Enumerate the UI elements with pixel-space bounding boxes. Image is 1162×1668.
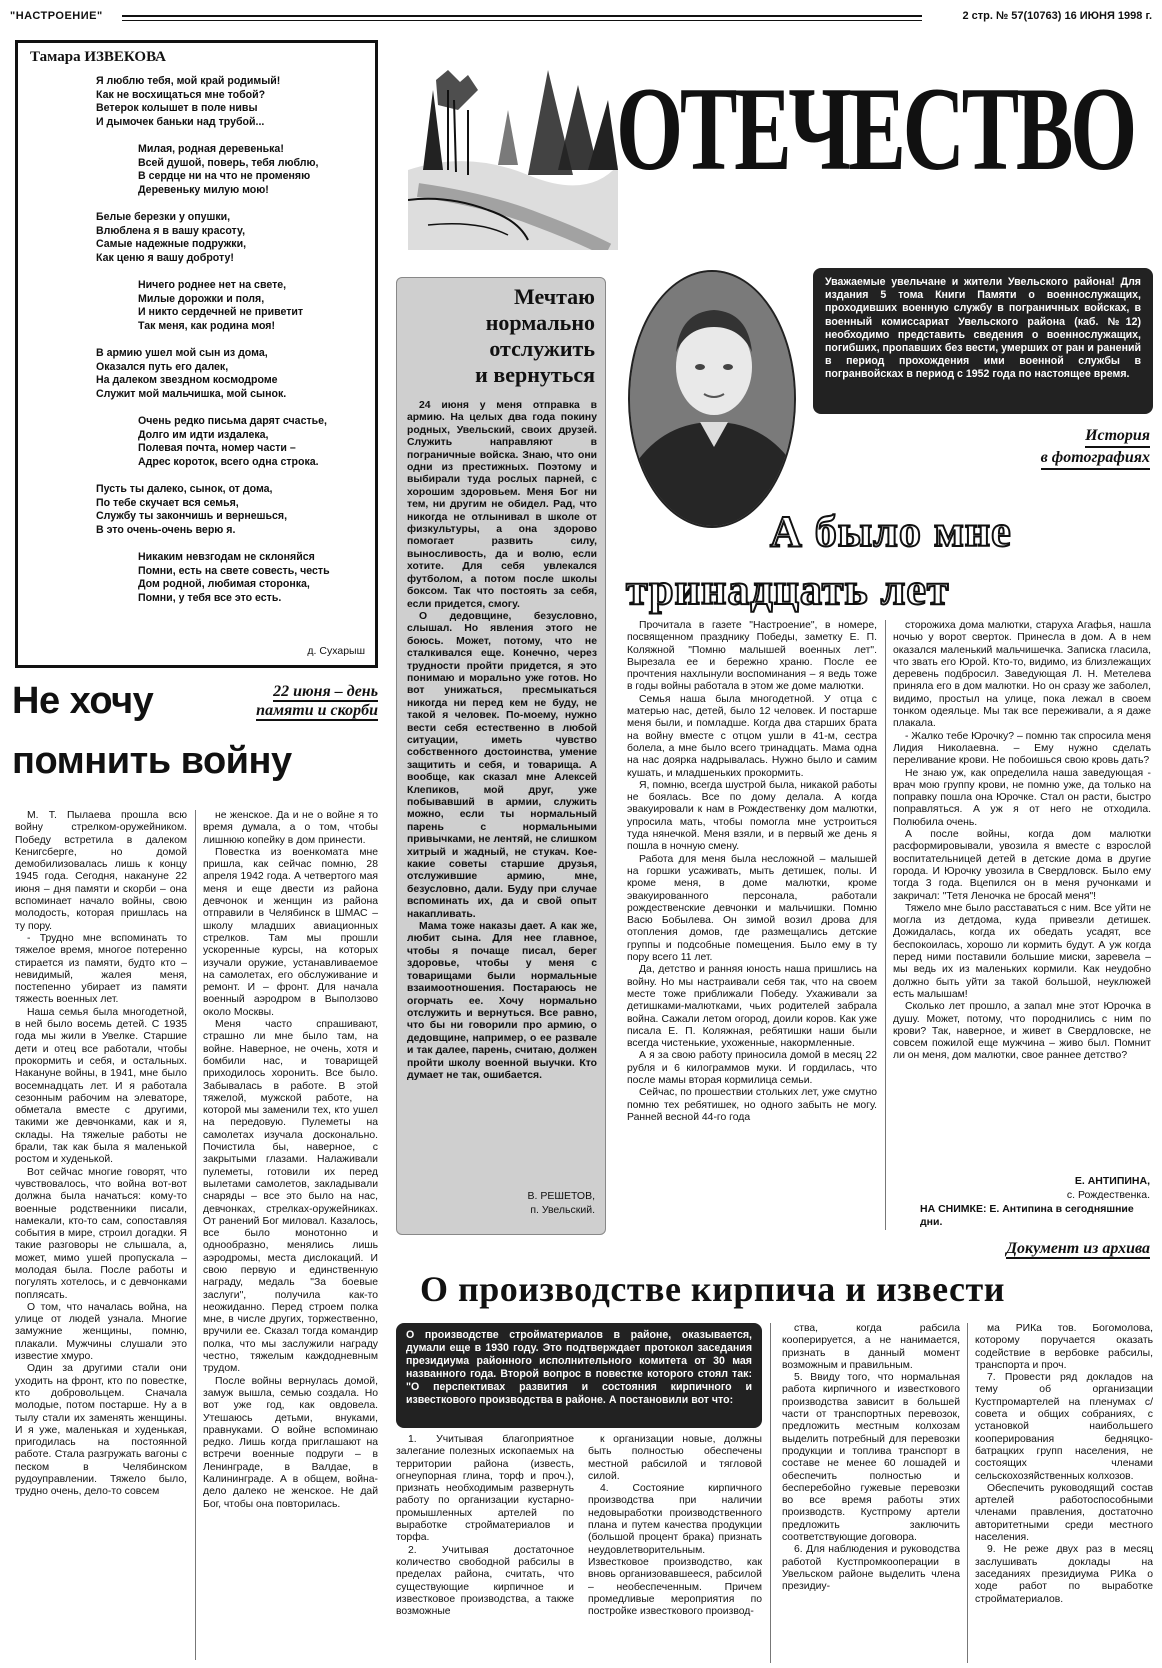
poem-line: Долго им идти издалека,	[138, 428, 269, 441]
brick-article-lead: О производстве стройматериалов в районе, оказывается, думали еще в 1930 году. Это подтверждает протокол заседания президиума районного исполнительного комитета от 30 мая названного года. Второй вопрос в повестке которого стоял так: "О перспективах развития и состояния кирпичного и известкового производства в районе. А постановили вот что:	[396, 1323, 762, 1428]
memoir-kicker	[1041, 426, 1150, 470]
paragraph: 2. Учитывая достаточное количество свободной рабсилы в пределах района, считать, что существующие кирпичное и известковое производства, а также возможные	[396, 1544, 574, 1618]
poem-line: Всей душой, поверь, тебя люблю,	[138, 156, 319, 169]
poem-line: Самые надежные подружки,	[96, 238, 247, 250]
poem-line: На далеком звездном космодроме	[96, 374, 278, 386]
column-divider	[770, 1323, 771, 1663]
column-divider	[195, 810, 196, 1660]
brick-article-column	[975, 1323, 1153, 1663]
paragraph: Сейчас, по прошествии стольких лет, уже смутно помню тех ребятишек, но одного забыть не могу. Ранней весной 44-го года	[627, 1087, 877, 1123]
paragraph: сторожиха дома малютки, старуха Агафья, нашла ночью у ворот сверток. Принесла в дом. А в нем оказался маленький мальчишечка. Записка гласила, что звать его Юрой. Кто-то, видимо, из близлежащих деревень подбросил. Заведующая Л. Н. Метелева приняла его в дом малютки. Но он сразу же заболел, видимо, простыл на улице, пока лежал в своем тонком одеяльце. Мы так все переживали, а я даже плакала.	[893, 620, 1151, 730]
poem-line: В это очень-очень верю я.	[96, 523, 236, 536]
memoir-kicker-line1: История	[1085, 426, 1150, 448]
poem-author: Тамара ИЗВЕКОВА	[30, 49, 166, 65]
poem-line: Служит мой мальчишка, мой сынок.	[96, 387, 287, 400]
paragraph: Вот сейчас многие говорят, что чувствовалось, что война вот-вот должна была начаться: кому-то военные родственники писали, намекали, кто-то сам, сопоставляя события в мире, строил догадки. Я такие разговоры не слышала, а, может, мимо ушей пропускала – молодая была. После работы и погулять хотелось, и с девчонками поплясать.	[15, 1166, 187, 1301]
paragraph: Семья наша была многодетной. У отца с матерью нас, детей, было 12 человек. И постарше меня были, и помладше. Когда два старших брата на войну вместе с отцом ушли в 41-м, сестра болела, а мне было всего тринадцать. Мама одна на нас доярка надрывалась. Нужно было и самим кушать, и младшеньких прокормить.	[627, 693, 877, 779]
section-masthead-title: ОТЕЧЕСТВО	[616, 63, 1134, 196]
memory-book-notice	[813, 268, 1153, 414]
paragraph: Работа для меня была несложной – малышей на горшки усаживать, мыть детишек, полы. И кроме меня, в доме малютки, кроме эвакуированного персонала, работали рождественские девчонки и мальчишки. Помню Васю Бобылева. Он зимой возил дрова для отопления домов, где размещались детские группы и подсобные помещения. Было ему в ту пору всего 11 лет.	[627, 853, 877, 964]
poem-line: Дом родной, любимая сторонка,	[138, 578, 310, 590]
paragraph: 6. Для наблюдения и руководства работой Кустпромкооперации в Увельском районе выделить члена президиу-	[782, 1544, 960, 1593]
poem-line: Помни, есть на свете совесть, честь	[138, 564, 330, 577]
paragraph: Наша семья была многодетной, в ней было восемь детей. С 1935 года мы жили в Увелке. Старшие дети и отец все работали, чтобы прокормить и себя, и остальных. Накануне войны, в 1941, мне было восемнадцать лет. И я работала сезонным рабочим на элеваторе, обметала вместе с другими, такими же девчонками, как и я, склады. На тяжелые работы не брали, так как была я маленькой ростом и худенькой.	[15, 1006, 187, 1166]
poem-body	[18, 75, 375, 619]
memoir-title-line2: тринадцать лет	[626, 565, 950, 614]
column-divider	[967, 1323, 968, 1663]
poem-line: Я люблю тебя, мой край родимый!	[96, 75, 281, 87]
paragraph: О том, что началась война, на улице от людей узнала. Многие замужние женщины, помню, плакали. Мужчины слушали это известие хмуро.	[15, 1301, 187, 1363]
paragraph: 5. Ввиду того, что нормальная работа кирпичного и известкового производства зависит в большей части от транспортных перевозок, предложить местным колхозам выделить потребный для перевозки продукции и топлива транспорт в составе не менее 60 лошадей и обеспечить полностью и бесперебойно гужевые перевозки во все время работы этих производств. Кустпрому артели предложить заключить соответствующие договора.	[782, 1372, 960, 1544]
poem-stanza	[18, 347, 375, 401]
paragraph: ма РИКа тов. Богомолова, которому поручается оказать содействие в вербовке рабсилы, транспорта и проч.	[975, 1323, 1153, 1371]
paragraph: Один за другими стали они уходить на фронт, кто по повестке, кто добровольцем. Сначала молодые, потом постарше. Ну а в тылу стали их заменять женщины. И я уже, маленькая и худенькая, пригодилась на постоянной работе. Стала разгружать вагоны с песком в Челябинском рудоуправлении. Тяжело было, трудно очень, дело-то совсем	[15, 1363, 187, 1498]
paper-name: "НАСТРОЕНИЕ"	[10, 10, 103, 22]
title-word: отслужить	[489, 336, 595, 361]
poem-line: Милая, родная деревенька!	[138, 143, 284, 155]
soldier-letter-box	[396, 277, 606, 1235]
poem-line: В сердце ни на что не променяю	[138, 170, 311, 182]
archive-kicker-text: Документ из архива	[1006, 1240, 1150, 1257]
memoir-column	[627, 620, 877, 1230]
poem-line: Деревеньку милую мою!	[138, 183, 269, 196]
poem-line: Полевая почта, номер части –	[138, 442, 296, 454]
memoir-column	[893, 620, 1151, 1170]
poem-line: Ветерок колышет в поле нивы	[96, 102, 258, 114]
kicker-line1: 22 июня – день	[273, 683, 378, 700]
article-kicker	[212, 682, 378, 720]
title-word: Мечтаю	[514, 284, 595, 309]
poem-line: Службу ты закончишь и вернешься,	[96, 510, 288, 522]
poem-stanza	[18, 551, 375, 605]
brick-article-column	[396, 1434, 574, 1662]
brick-article-title: О производстве кирпича и извести	[420, 1269, 1005, 1309]
header-rule-thin	[122, 20, 922, 21]
soldier-letter-signature: В. РЕШЕТОВ,	[527, 1190, 595, 1202]
paragraph: М. Т. Пылаева прошла всю войну стрелком-оружейником. Победу встретила в далеком Кенигсберге, но домой демобилизовалась лишь к концу 1945 года. Сегодня, накануне 22 июня – дня памяти и скорби – она вспоминает начало войны, свою молодость, которая пришлась на ту пору.	[15, 810, 187, 932]
paragraph: Не знаю уж, как определила наша заведующая - врач мою группу крови, не помню уже, да только на поправку пошла она Юрочке. Стал он расти, быстро поправляться. А уж я от него не отходила. Полюбила очень.	[893, 767, 1151, 828]
article-column	[203, 810, 378, 1660]
poem-stanza	[18, 279, 375, 333]
poem-line: Ничего роднее нет на свете,	[138, 279, 287, 291]
paragraph: Я, помню, всегда шустрой была, никакой работы не боялась. Все по дому делала. А когда эвакуировали к нам в Рождественку дом малютки, упросила мать, чтобы помогла мне устроиться туда нянечкой. Меня взяли, и в первый же день я пошла в ночную смену.	[627, 779, 877, 853]
poem-stanza	[18, 483, 375, 537]
photo-caption: НА СНИМКЕ: Е. Антипина в сегодняшние дни.	[920, 1203, 1134, 1228]
poem-line: Как ценю я вашу доброту!	[96, 251, 234, 264]
paragraph: 24 июня у меня отправка в армию. На целых два года покину родных, Увельский, своих друзей. Служить направляют в пограничные войска. Знаю, что они одни из престижных. Поэтому и выбирали туда рослых парней, с хорошим здоровьем. Меня Бог ни тем, ни другим не обидел. Рад, что никогда не отлынивал в школе от физкультуры, а она здорово помогает развить силу, выносливость, да и волю, если хотите. Для себя увлекался футболом, а потом после школы боксом. Так что постоять за себя, если придется, смогу.	[407, 400, 597, 610]
paragraph: 7. Провести ряд докладов на тему об организации Кустпромартелей на пленумах с/совета и общих собраниях, с установкой наибольшего кооперирования бедняцко-батрацких групп населения, не состоящих членами сельскохозяйственных колхозов.	[975, 1372, 1153, 1482]
poem-stanza	[18, 143, 375, 197]
article-column	[15, 810, 187, 1660]
poem-line: И дымочек баньки над трубой...	[96, 115, 265, 128]
title-word: нормально	[485, 310, 595, 335]
paragraph: О дедовщине, безусловно, слышал. Но явления этого не боюсь. Может, потому, что не сталкивался еще. Конечно, через трудности пройти придется, я это понимаю и морально уже готов. Но вот унижаться, пресмыкаться никогда ни перед кем не буду, не такой я человек. По-моему, нужно вести себя естественно в любой ситуации, иметь чувство собственного достоинства, умение защитить и себя, и товарища. А вообще, как сказал мне Алексей Клепиков, мой друг, уже побывавший в армии, служить можно, если ты нормальный парень с нормальными привычками, не лентяй, не слишком хитрый и жадный, не стукач. Кое-какие советы старшие друзья, отслужившие армию, мне, безусловно, дали. Буду при случае вспоминать их, да и свой опыт накапливать.	[407, 610, 597, 920]
paragraph: - Трудно мне вспоминать то тяжелое время, многое потеренно стирается из памяти, будто кто – невидимый, жалея меня, постепенно убирает из памяти тяжесть военных лет.	[15, 932, 187, 1006]
poem-line: Никаким невзгодам не склоняйся	[138, 551, 315, 563]
portrait-photo	[628, 270, 796, 528]
paragraph: Мама тоже наказы дает. А как же, любит сына. Для нее главное, чтобы я почаще писал, берег здоровье, чтобы у меня с товарищами были нормальные взаимоотношения. Постараюсь не огорчать ее. Хочу нормально отслужить и вернуться. Все равно, что бы ни говорили про армию, о дедовщине, например, о ее развале и так далее, парень, считаю, должен пройти школу военной выучки. Кто думает не так, ошибается.	[407, 921, 597, 1081]
archive-kicker	[1006, 1240, 1150, 1258]
paragraph: После войны вернулась домой, замуж вышла, семью создала. Но вот уже год, как овдовела. Утешаюсь детьми, внуками, правнуками. О войне вспоминаю редко. Лишь когда приглашают на встречи военные подруги – в Ленинграде, в Валдае, в Калининграде. А в общем, война-дело далеко не женское. Не дай Бог, чтобы она повторилась.	[203, 1375, 378, 1510]
paragraph: - Жалко тебе Юрочку? – помню так спросила меня Лидия Николаевна. – Ему нужно сделать переливание крови. Не побоишься свою кровь дать?	[893, 730, 1151, 767]
poem-line: Оказался путь его далек,	[96, 360, 229, 373]
poem-line: Белые березки у опушки,	[96, 211, 231, 223]
paragraph: А я за свою работу приносила домой в месяц 22 рубля и 6 килограммов муки. И гордилась, что после мамы вторая кормилица семьи.	[627, 1050, 877, 1086]
notice-text: Уважаемые увельчане и жители Увельского района! Для издания 5 тома Книги Памяти о военнослужащих, проходивших военную службу в пограничных войсках, в военный комиссариат Увельского района (каб. №12) необходимо представить сведения о военнослужащих, погибших, пропавших без вести, умерших от ран и ранений в период прохождения ими военной службы в погранвойсках в период с 1952 года по настоящее время.	[825, 276, 1141, 381]
poem-line: Помни, у тебя все это есть.	[138, 591, 282, 604]
poem-line: Милые дорожки и поля,	[138, 292, 265, 305]
soldier-letter-body	[407, 400, 597, 1190]
brick-article-column	[588, 1434, 762, 1662]
paragraph: Тяжело мне было расставаться с ним. Все уйти не могла из детдома, куда привезли детишек. Дожидалась, когда их обедать усадят, все беспокоилась, хорошо ли кормить будут. А уж когда перед ними поставили большие миски, заревела – мы ведь их из маленьких кормили. Как неудобно должно быть уйти за такой большой, неуклюжей есть малышам!	[893, 902, 1151, 1000]
poem-stanza	[18, 75, 375, 129]
memoir-title-line1: А было мне	[770, 507, 1012, 556]
issue-info: 2 стр. № 57(10763) 16 ИЮНЯ 1998 г.	[962, 10, 1152, 22]
poem-line: Так меня, как родина моя!	[138, 319, 275, 332]
article-title-line2: помнить войну	[12, 740, 292, 782]
portrait-image	[630, 272, 796, 528]
poem-line: Влюблена я в вашу красоту,	[96, 224, 246, 237]
poem-stanza	[18, 211, 375, 265]
poem-line: По тебе скучает вся семья,	[96, 496, 239, 509]
poem-box	[15, 40, 378, 668]
paragraph: А после войны, когда дом малютки расформировывали, увозила я вместе с взрослой воспитательницей детей в детские дома в другие города. И Юрочку увозила в Свердловск. Было ему тогда 3 года. Вцепился он в меня ручонками и закричал: "Тетя Леночка не бросай меня"!	[893, 829, 1151, 902]
poem-line: Как не восхищаться мне тобой?	[96, 88, 266, 101]
poem-line: Очень редко письма дарят счастье,	[138, 415, 327, 427]
paragraph: ства, когда рабсила кооперируется, а не нанимается, признать в данный момент возможным и правильным.	[782, 1323, 960, 1371]
title-word: и вернуться	[475, 362, 595, 387]
kicker-line2: памяти и скорби	[256, 702, 378, 719]
column-divider	[885, 620, 886, 1230]
paragraph: Повестка из военкомата мне пришла, как сейчас помню, 28 апреля 1942 года. А четвертого мая меня и еще двести из района девчонок и женщин из района отправили в Челябинск в ШМАС – школу младших авиационных стрелков. Там мы прошли ускоренные курсы, на которых изучали оружие, устанавливаемое на самолетах, его обслуживание и ремонт. И – фронт. Для начала военный аэродром в Выползово около Москвы.	[203, 846, 378, 1018]
soldier-letter-title	[397, 284, 605, 388]
poem-signature: д. Сухарыш	[307, 645, 365, 657]
article-title-line1: Не хочу	[12, 680, 154, 722]
paragraph: 9. Не реже двух раз в месяц заслушивать доклады на заседаниях президиума РИКа о ходе работ по выработке стройматериалов.	[975, 1544, 1153, 1605]
paragraph: не женское. Да и не о войне я то время думала, а о том, чтобы лишнюю копейку в дом принести.	[203, 810, 378, 846]
poem-stanza	[18, 415, 375, 469]
memoir-kicker-line2: в фотографиях	[1041, 448, 1150, 470]
landscape-illustration	[408, 50, 618, 250]
memoir-signature: Е. АНТИПИНА,	[1074, 1175, 1150, 1187]
header-rule	[122, 15, 922, 17]
paragraph: Прочитала в газете "Настроение", в номере, посвященном празднику Победы, заметку Е. П. Коляжной "Помню малышей военных лет". Вырезала ее и бережно храню. После ее прочтения нахлынули воспоминания – я ведь тоже в годы войны работала в этом же доме малютки.	[627, 620, 877, 693]
brick-article-column	[782, 1323, 960, 1663]
soldier-letter-place: п. Увельский.	[530, 1204, 595, 1216]
poem-line: И никто сердечней не приветит	[138, 306, 304, 318]
paragraph: 1. Учитывая благоприятное залегание полезных ископаемых на территории района (известь, огнеупорная глина, торф и проч.), признать необходимым развернуть работу по организации кустарно-промышленных артелей по выработке стройматериалов и торфа.	[396, 1434, 574, 1544]
poem-line: Пусть ты далеко, сынок, от дома,	[96, 483, 273, 495]
poem-line: Адрес короток, всего одна строка.	[138, 455, 319, 468]
paragraph: Обеспечить руководящий состав артелей работоспособными членами правления, достаточно авторитетными среди местного населения.	[975, 1482, 1153, 1544]
poem-line: В армию ушел мой сын из дома,	[96, 347, 268, 359]
memoir-place: с. Рождественка.	[1066, 1189, 1150, 1201]
paragraph: Сколько лет прошло, а запал мне этот Юрочка в душу. Может, потому, что породнились с ним по крови? Так, наверное, и живет в Свердловске, не совсем пожилой еще мужчина – живо был. Помнит ли он меня, дом малютки, свое раннее детство?	[893, 1001, 1151, 1062]
paragraph: к организации новые, должны быть полностью обеспечены местной рабсилой и тягловой силой.	[588, 1434, 762, 1482]
paragraph: Да, детство и ранняя юность наша пришлись на войну. Но мы настраивали себя так, что на своем месте тоже приближали Победу. Ухаживали за детишками-малютками, чьих родителей забрала война. Сажали летом огород, доили коров. Как уже писала Е. П. Коляжная, ребятишки наши были всегда чистенькие, ухоженные, накормленные.	[627, 964, 877, 1050]
paragraph: Меня часто спрашивают, страшно ли мне было там, на войне. Наверное, не очень, хотя и бомбили нас, и товарищей приходилось хоронить. Все было. Забывалась в работе. В этой тяжелой, мужской работе, на которой мы заменили тех, кто ушел на передовую. Пулеметы на самолетах изучала досконально. Почистила бы, наверное, с закрытыми глазами. Налаживали пулеметы, готовили их перед вылетами самолетов, закладывали снаряды – все это было на нас, девчонках, стрелках-оружейниках. От ранений Бог миловал. Казалось, все было монотонно и однообразно, менялись лишь аэродромы, места дислокаций. И свою первую и единственную награду, медаль "За боевые заслуги", получила как-то неожиданно. Перед строем полка мне, в числе других, торжественно, вручили ее. Сказал тогда командир полка, что мы заслужили награду честно, тяжелым каждодневным трудом.	[203, 1019, 378, 1375]
paragraph: 4. Состояние кирпичного производства при наличии недовыработки производственного плана и путем качества продукции (большой процент брака) признать неудовлетворительным. Известковое производство, как вновь организовавшееся, рабсилой – необеспеченным. Причем промедливые мероприятия по постройке известкового производ-	[588, 1483, 762, 1618]
